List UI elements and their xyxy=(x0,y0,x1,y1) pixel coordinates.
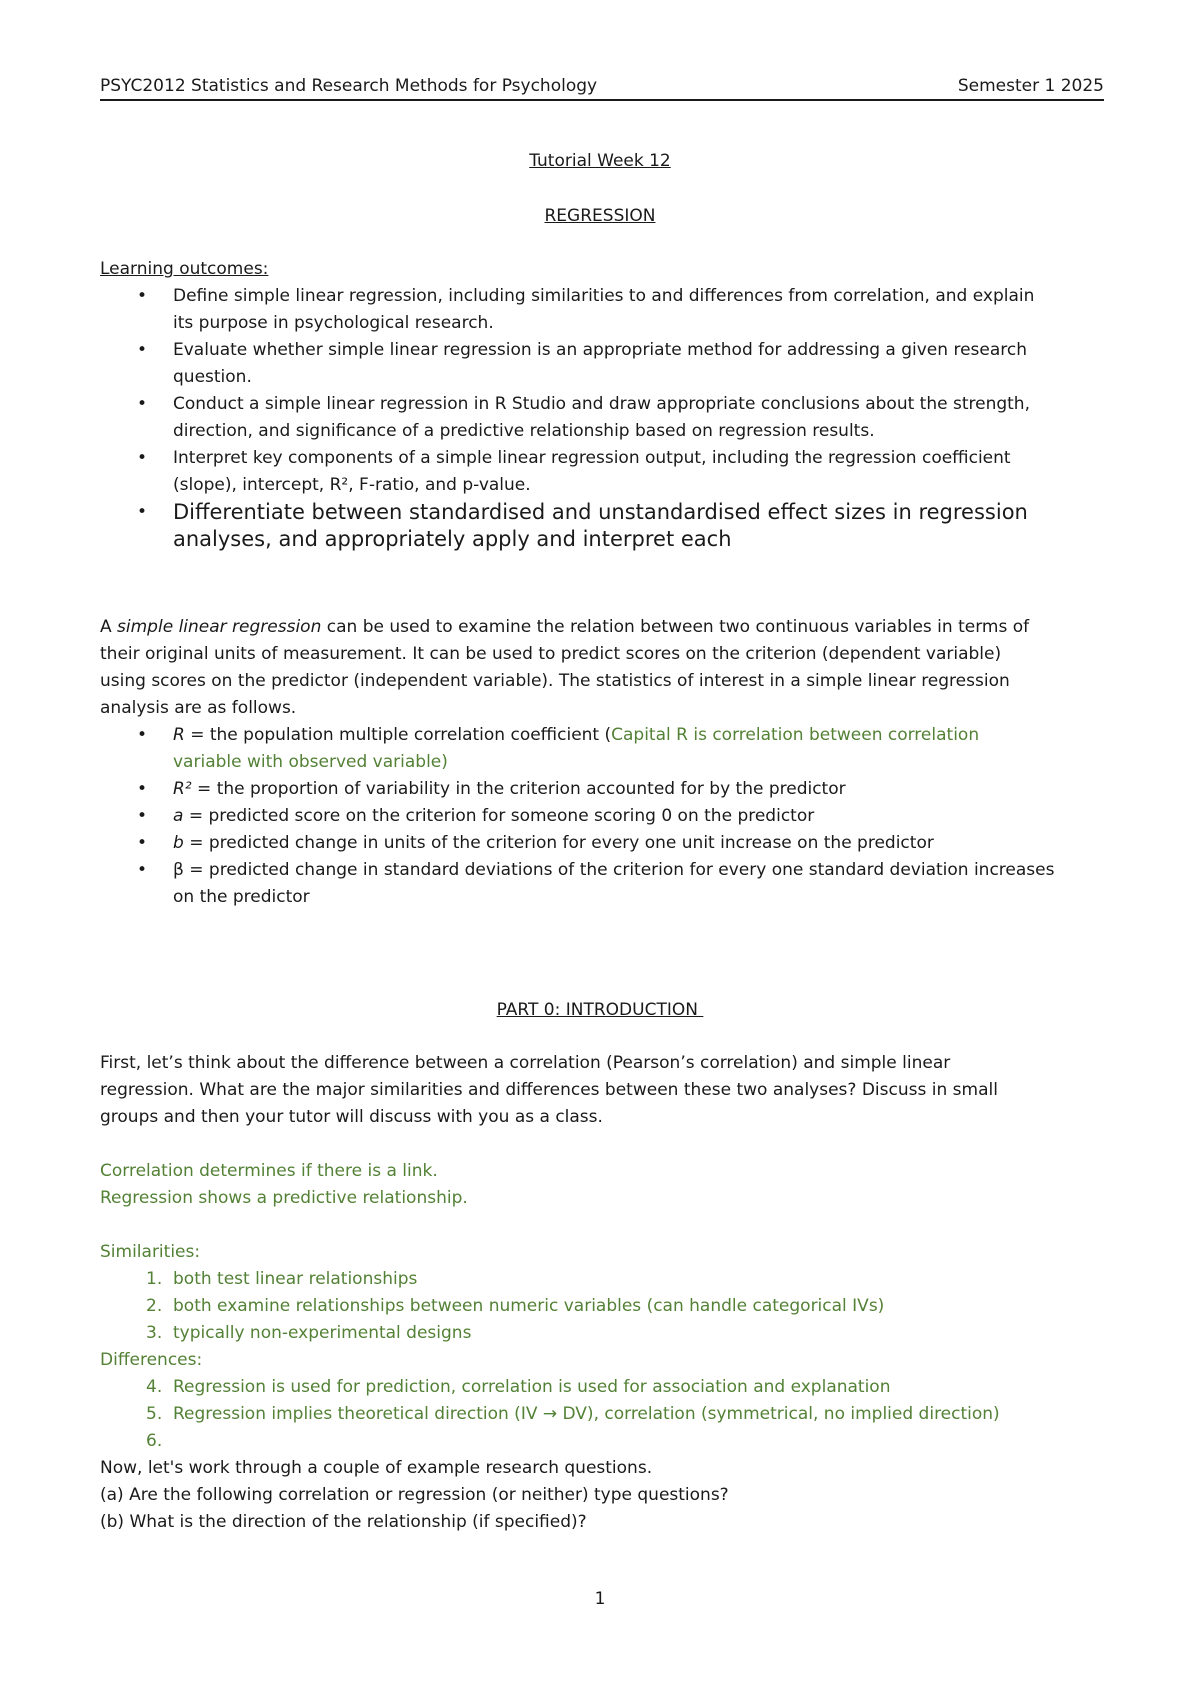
list-item: • Evaluate whether simple linear regression is an appropriate method for addressing a given research question. xyxy=(100,337,1110,391)
part0-body: First, let’s think about the difference between a correlation (Pearson’s correlation) and simple linear regression. What are the major similarities and differences between these two analyses? Discuss in small groups and then your tutor will discuss with you as a class. Correlation determines if there is a link. Regression shows a predictive relationship. Similarities: 1. both test linear relationships 2. both examine relationships between numeric variables (can handle categorical IVs) 3. typically non-experimental designs Differences: 4. Regression is used for prediction, correlation is used for association and explanation 5. Regression implies theoretical direction (IV → DV), correlation (symmetrical, no implied direction) 6. Now, let's work through a couple of example research questions. (a) Are the following correlation or regression (or neither) type questions? (b) What is the direction of the relationship (if specified)? xyxy=(100,1050,1110,1536)
page-number: 1 xyxy=(594,1589,606,1609)
answer-text: Regression shows a predictive relationship. xyxy=(100,1188,468,1208)
list-item: 3. typically non-experimental designs xyxy=(146,1323,472,1343)
list-item: 5. Regression implies theoretical direction (IV → DV), correlation (symmetrical, no implied direction) xyxy=(146,1404,1000,1424)
topic-title: REGRESSION xyxy=(544,206,656,226)
list-item: • Differentiate between standardised and unstandardised effect sizes in regression analyses, and appropriately apply and interpret each xyxy=(100,499,1110,553)
similarities-label: Similarities: xyxy=(100,1242,201,1262)
course-title: PSYC2012 Statistics and Research Methods for Psychology xyxy=(100,76,598,96)
list-item: 2. both examine relationships between numeric variables (can handle categorical IVs) xyxy=(146,1296,885,1316)
differences-list xyxy=(100,1374,1110,1455)
intro-paragraph: A simple linear regression can be used to examine the relation between two continuous variables in terms of their original units of measurement. It can be used to predict scores on the criterion (dependent variable) using scores on the predictor (independent variable). The statistics of interest in a simple linear regression analysis are as follows. • R = the population multiple correlation coefficient (Capital R is correlation between correlation variable with observed variable) • R² = the proportion of variability in the criterion accounted for by the predictor • a = predicted score on the criterion for someone scoring 0 on the predictor • b = predicted change in units of the criterion for every one unit increase on the predictor • β = predicted change in standard deviations of the criterion for every one standard deviation increases on the predictor xyxy=(100,614,1110,911)
answer-text: Correlation determines if there is a link. xyxy=(100,1161,438,1181)
list-item: • R = the population multiple correlation coefficient (Capital R is correlation between correlation variable with observed variable) xyxy=(100,722,1110,776)
learning-outcomes-list xyxy=(100,283,1110,553)
list-item: • a = predicted score on the criterion for someone scoring 0 on the predictor xyxy=(100,803,1110,830)
list-item: • R² = the proportion of variability in the criterion accounted for by the predictor xyxy=(100,776,1110,803)
differences-label: Differences: xyxy=(100,1350,203,1370)
list-item: 1. both test linear relationships xyxy=(146,1269,418,1289)
page-header xyxy=(100,75,1104,101)
tutorial-title: Tutorial Week 12 xyxy=(529,151,671,171)
statistics-list xyxy=(100,722,1110,911)
learning-outcomes xyxy=(100,256,1110,553)
list-item: 6. xyxy=(146,1431,163,1451)
list-item: • Conduct a simple linear regression in R Studio and draw appropriate conclusions about the strength, direction, and significance of a predictive relationship based on regression results. xyxy=(100,391,1110,445)
list-item: • Define simple linear regression, including similarities to and differences from correlation, and explain its purpose in psychological research. xyxy=(100,283,1110,337)
semester-label: Semester 1 2025 xyxy=(957,76,1104,96)
term-simple-linear-regression: simple linear regression xyxy=(117,617,322,637)
similarities-list xyxy=(100,1266,1110,1347)
list-item: • β = predicted change in standard deviations of the criterion for every one standard deviation increases on the predictor xyxy=(100,857,1110,911)
list-item: 4. Regression is used for prediction, correlation is used for association and explanation xyxy=(146,1377,891,1397)
learning-outcomes-heading: Learning outcomes: xyxy=(100,259,269,279)
part0-heading: PART 0: INTRODUCTION xyxy=(496,1000,704,1020)
list-item: • b = predicted change in units of the criterion for every one unit increase on the predictor xyxy=(100,830,1110,857)
list-item: • Interpret key components of a simple linear regression output, including the regression coefficient (slope), intercept, R², F-ratio, and p-value. xyxy=(100,445,1110,499)
